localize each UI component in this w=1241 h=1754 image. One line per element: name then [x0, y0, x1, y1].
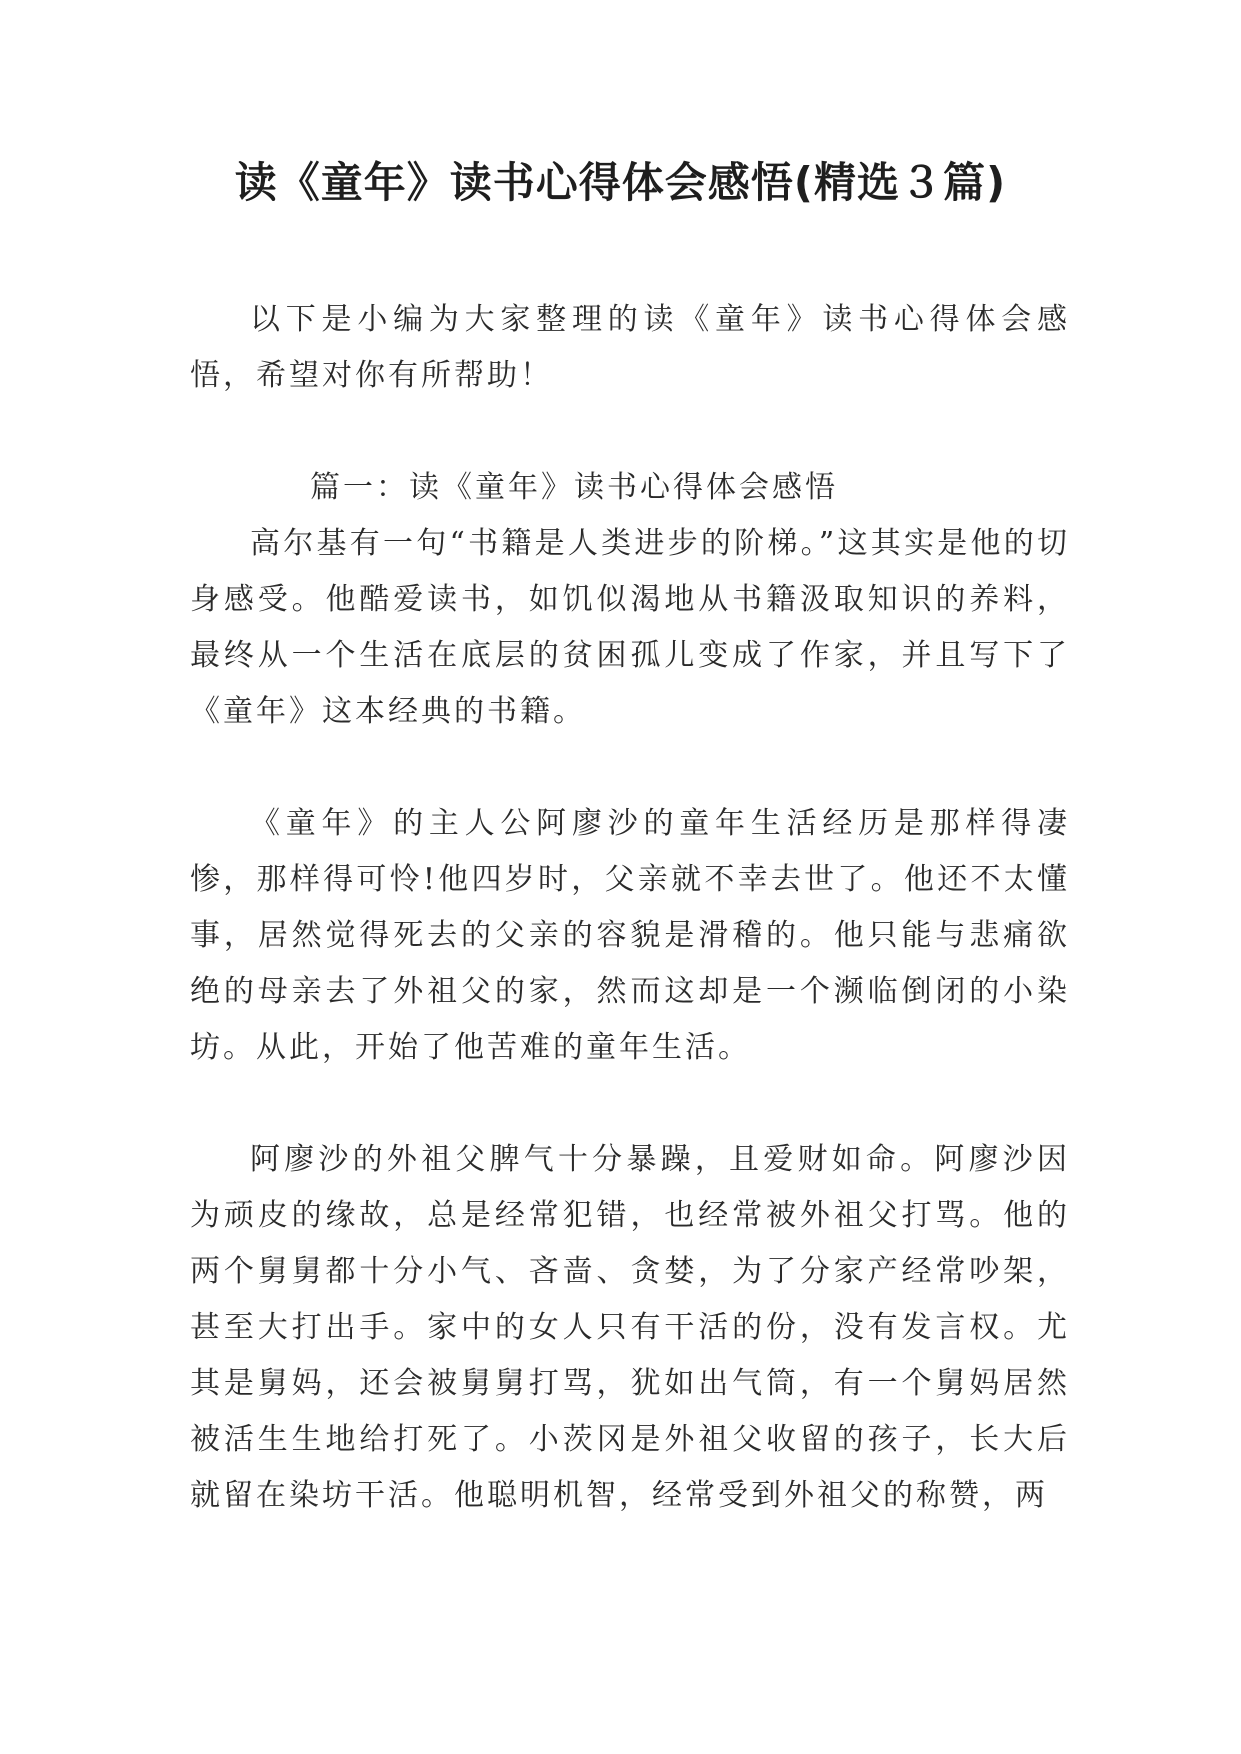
section-heading	[190, 460, 1070, 516]
section-heading-text: 篇一：读《童年》读书心得体会感悟	[310, 470, 838, 505]
spacer	[190, 1076, 1070, 1132]
spacer	[190, 740, 1070, 796]
intro-paragraph: 以下是小编为大家整理的读《童年》读书心得体会感悟，希望对你有所帮助！	[190, 302, 1070, 393]
document-title: 读《童年》读书心得体会感悟(精选３篇)	[234, 158, 1007, 207]
document-body	[190, 292, 1070, 1524]
body-paragraph-2: 《童年》的主人公阿廖沙的童年生活经历是那样得凄惨，那样得可怜!他四岁时，父亲就不幸去世了。他还不太懂事，居然觉得死去的父亲的容貌是滑稽的。他只能与悲痛欲绝的母亲去了外祖父的家，然而这却是一个濒临倒闭的小染坊。从此，开始了他苦难的童年生活。	[190, 806, 1070, 1065]
body-paragraph-3: 阿廖沙的外祖父脾气十分暴躁，且爱财如命。阿廖沙因为顽皮的缘故，总是经常犯错，也经常被外祖父打骂。他的两个舅舅都十分小气、吝啬、贪婪，为了分家产经常吵架，甚至大打出手。家中的女人只有干活的份，没有发言权。尤其是舅妈，还会被舅舅打骂，犹如出气筒，有一个舅妈居然被活生生地给打死了。小茨冈是外祖父收留的孩子，长大后就留在染坊干活。他聪明机智，经常受到外祖父的称赞，两	[190, 1142, 1070, 1513]
body-paragraph-1: 高尔基有一句“书籍是人类进步的阶梯。”这其实是他的切身感受。他酷爱读书，如饥似渴地从书籍汲取知识的养料，最终从一个生活在底层的贫困孤儿变成了作家，并且写下了《童年》这本经典的书籍。	[190, 526, 1070, 729]
spacer	[190, 404, 1070, 460]
